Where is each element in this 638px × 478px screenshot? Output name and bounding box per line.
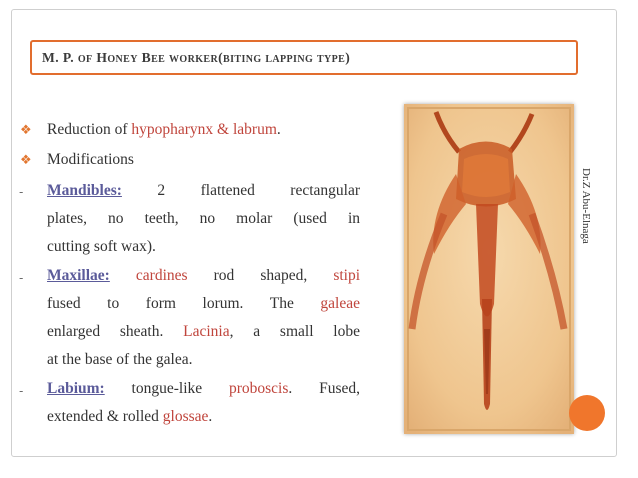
bullet-modifications: Modifications — [47, 151, 134, 168]
mandibles-line-2: plates, no teeth, no molar (used in — [47, 210, 360, 227]
labium-line-1: Labium: tongue-like proboscis. Fused, — [47, 380, 360, 397]
maxillae-line-3: enlarged sheath. Lacinia, a small lobe — [47, 323, 360, 340]
maxillae-line-2: fused to form lorum. The galeae — [47, 295, 360, 312]
decorative-orange-circle — [569, 395, 605, 431]
author-credit: Dr.Z Abu-Elnaga — [580, 168, 592, 244]
dash-icon: - — [19, 384, 24, 398]
slide-title: M. P. of Honey Bee worker(biting lapping type) — [42, 50, 351, 65]
maxillae-line-4: at the base of the galea. — [47, 351, 193, 368]
specimen-photo — [404, 104, 574, 434]
honey-bee-mouthparts-image — [404, 104, 574, 434]
labium-line-2: extended & rolled glossae. — [47, 408, 213, 425]
mandibles-line-3: cutting soft wax). — [47, 238, 156, 255]
bullet-icon: ❖ — [20, 123, 32, 138]
dash-icon: - — [19, 271, 24, 285]
bullet-icon: ❖ — [20, 153, 32, 168]
mandibles-line-1: Mandibles: 2 flattened rectangular — [47, 182, 360, 199]
maxillae-line-1: Maxillae: cardines rod shaped, stipi — [47, 267, 361, 284]
bullet-reduction: Reduction of hypopharynx & labrum. — [47, 121, 281, 138]
dash-icon: - — [19, 185, 24, 199]
